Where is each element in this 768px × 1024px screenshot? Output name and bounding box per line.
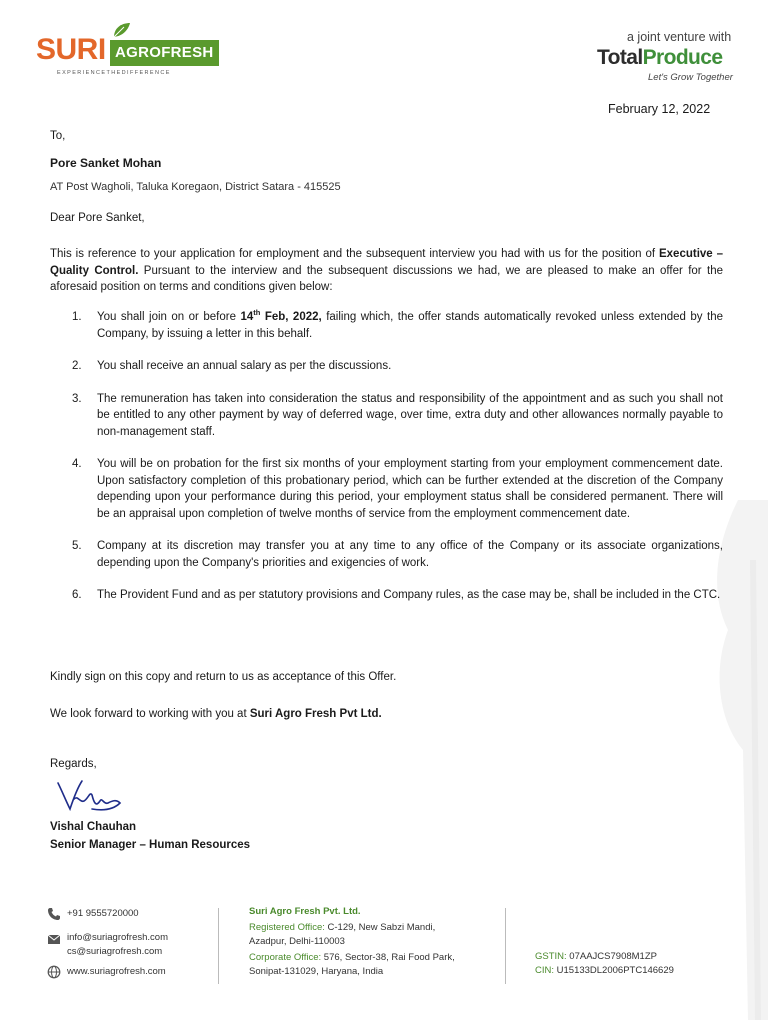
intro-paragraph: This is reference to your application for employment and the subsequent interview you had with us for the position of Executive – Quality Control. Pursuant to the interview and the subsequent discussions we had, we are pleased to make an offer for the aforesaid position on terms and conditions given below: bbox=[50, 248, 723, 293]
list-item: 4. You will be on probation for the first six months of your employment starting from your employment commencement date. Upon satisfactory completion of this probationary period, which can be further extended at the discretion of the Company depending upon your performance during this period, your employment status shall be considered permanent. There will be an appraisal upon completion of twelve months of service from the employment commencement date. bbox=[72, 458, 723, 520]
footer-registered-office: Registered Office: C-129, New Sabzi Mandi, bbox=[249, 922, 436, 933]
list-item: 6. The Provident Fund and as per statutory provisions and Company rules, as the case may be, shall be included in the CTC. bbox=[72, 589, 721, 601]
list-item: 2. You shall receive an annual salary as per the discussions. bbox=[72, 360, 392, 372]
logo-tagline: EXPERIENCETHEDIFFERENCE bbox=[57, 70, 171, 76]
email-icon bbox=[47, 932, 61, 946]
footer-company-name: Suri Agro Fresh Pvt. Ltd. bbox=[249, 906, 361, 917]
list-item: 1. You shall join on or before 14th Feb, 2022, failing which, the offer stands automatically revoked unless extended by the Company, by issuing a letter in this behalf. bbox=[72, 308, 723, 340]
kindly-sign-paragraph: Kindly sign on this copy and return to us as acceptance of this Offer. bbox=[50, 671, 397, 683]
footer-cin: CIN: U15133DL2006PTC146629 bbox=[535, 965, 674, 976]
footer-divider bbox=[505, 908, 506, 984]
logo-suri-text: SURI bbox=[36, 33, 106, 66]
to-label: To, bbox=[50, 130, 66, 142]
globe-icon bbox=[47, 965, 61, 979]
recipient-name: Pore Sanket Mohan bbox=[50, 156, 162, 170]
look-forward-paragraph: We look forward to working with you at Suri Agro Fresh Pvt Ltd. bbox=[50, 708, 382, 720]
signature bbox=[52, 777, 124, 817]
total-produce-logo: TotalProduce bbox=[597, 46, 723, 69]
footer-phone: +91 9555720000 bbox=[67, 908, 139, 919]
footer-registered-office-line2: Azadpur, Delhi-110003 bbox=[249, 936, 345, 947]
footer-corporate-office: Corporate Office: 576, Sector-38, Rai Food Park, bbox=[249, 952, 455, 963]
joint-venture-label: a joint venture with bbox=[627, 30, 732, 44]
footer-gstin: GSTIN: 07AAJCS7908M1ZP bbox=[535, 951, 657, 962]
total-produce-tagline: Let's Grow Together bbox=[648, 72, 733, 83]
terms-list bbox=[50, 309, 723, 620]
footer-website: www.suriagrofresh.com bbox=[67, 966, 166, 977]
footer-email-cs: cs@suriagrofresh.com bbox=[67, 946, 163, 957]
footer-email-info: info@suriagrofresh.com bbox=[67, 932, 168, 943]
logo-agrofresh-box: AGROFRESH bbox=[110, 40, 219, 66]
regards-label: Regards, bbox=[50, 758, 97, 770]
phone-icon bbox=[47, 907, 61, 921]
signatory-title: Senior Manager – Human Resources bbox=[50, 839, 251, 851]
signatory-name: Vishal Chauhan bbox=[50, 821, 137, 833]
leaf-icon bbox=[110, 21, 132, 39]
footer-divider bbox=[218, 908, 219, 984]
list-item: 3. The remuneration has taken into consideration the status and responsibility of the appointment and as such you shall not be entitled to any other payment by way of deferred wage, over time, extra duty and other allowances normally payable to non-management staff. bbox=[72, 392, 723, 438]
salutation: Dear Pore Sanket, bbox=[50, 212, 145, 224]
footer-corporate-office-line2: Sonipat-131029, Haryana, India bbox=[249, 966, 384, 977]
letter-date: February 12, 2022 bbox=[608, 102, 711, 116]
list-item: 5. Company at its discretion may transfer you at any time to any office of the Company or its associate organizations, depending upon the Company's priorities and exigencies of work. bbox=[72, 540, 723, 569]
recipient-address: AT Post Wagholi, Taluka Koregaon, District Satara - 415525 bbox=[50, 181, 341, 193]
